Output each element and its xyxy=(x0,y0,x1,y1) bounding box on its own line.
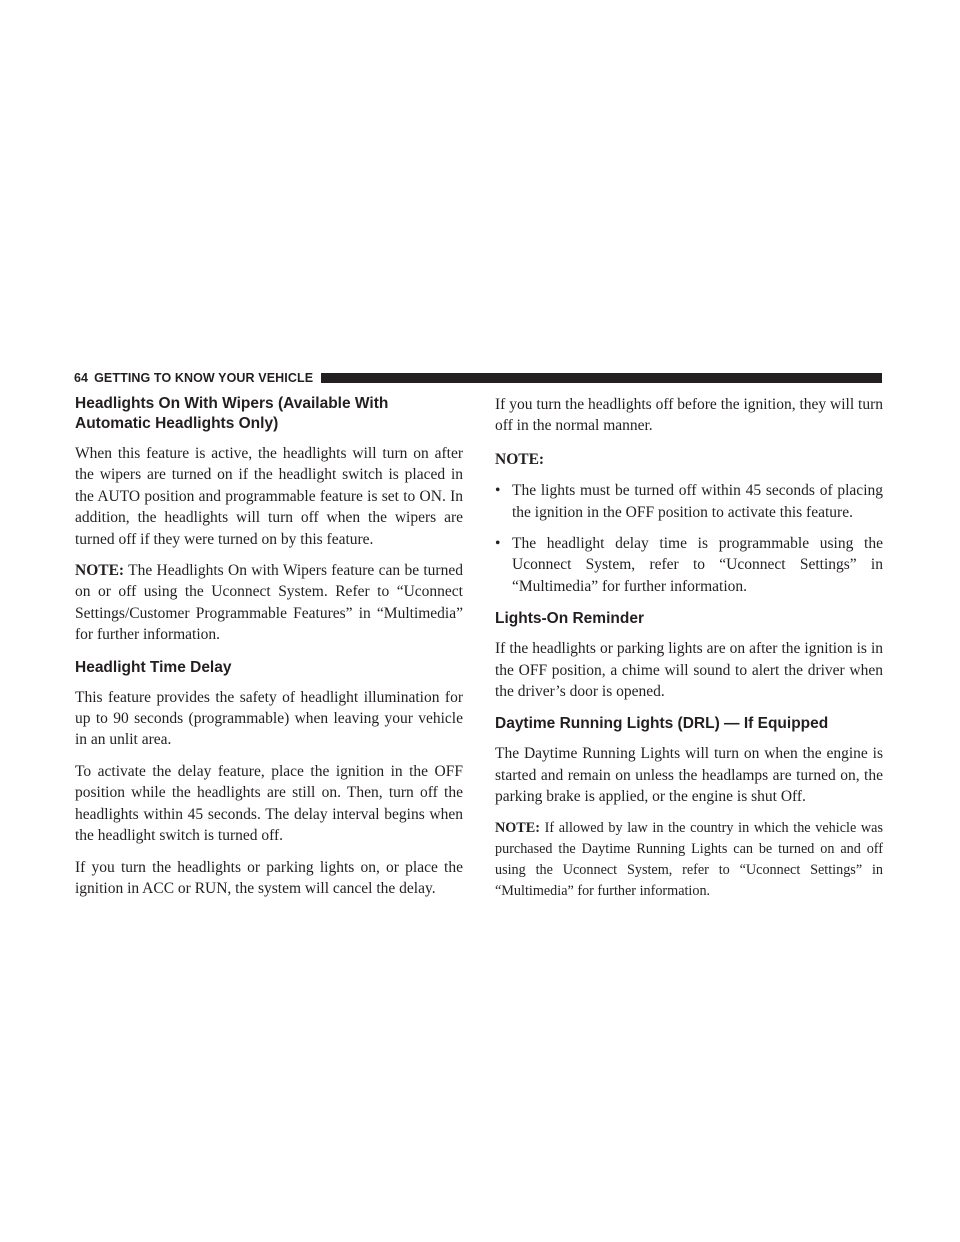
paragraph-activate-delay: To activate the delay feature, place the ignition in the OFF position while the headlights are still on. Then, turn off the headlights within 45 seconds. The delay interval begins when the headlight switch is turned off. xyxy=(75,762,463,845)
note-bullet-list xyxy=(495,480,883,597)
bullet-text: The lights must be turned off within 45 seconds of placing the ignition in the OFF position to activate this feature. xyxy=(512,482,883,521)
bullet-icon: • xyxy=(495,482,501,500)
note-text: If allowed by law in the country in which the vehicle was purchased the Daytime Running Lights can be turned on and off using the Uconnect System, refer to “Uconnect Settings” in “Multimedia” for further information. xyxy=(495,819,883,899)
left-column xyxy=(75,394,463,899)
paragraph-wipers-feature: When this feature is active, the headlights will turn on after the wipers are turned on if the headlight switch is placed in the AUTO position and programmable feature is set to ON. In addition, the headlights will turn off when the wipers are turned off if they were turned on by this feature. xyxy=(75,445,463,548)
bullet-item xyxy=(495,533,883,597)
paragraph-turn-off-before-ignition: If you turn the headlights off before the ignition, they will turn off in the normal manner. xyxy=(495,396,883,435)
heading-headlights-on-with-wipers: Headlights On With Wipers (Available With Automatic Headlights Only) xyxy=(75,395,389,432)
bullet-text: The headlight delay time is programmable using the Uconnect System, refer to “Uconnect Settings” in “Multimedia” for further information. xyxy=(512,535,883,595)
paragraph-drl: The Daytime Running Lights will turn on when the engine is started and remain on unless the headlamps are turned on, the parking brake is applied, or the engine is shut Off. xyxy=(495,745,883,806)
heading-headlight-time-delay: Headlight Time Delay xyxy=(75,658,232,676)
note-label-standalone: NOTE: xyxy=(495,450,545,468)
paragraph-time-delay-intro: This feature provides the safety of headlight illumination for up to 90 seconds (programmable) when leaving your vehicle in an unlit area. xyxy=(75,688,463,749)
note-drl xyxy=(495,818,883,902)
page-header xyxy=(74,371,882,385)
paragraph-lights-on-reminder: If the headlights or parking lights are on after the ignition is in the OFF position, a chime will sound to alert the driver when the driver’s door is opened. xyxy=(495,640,883,701)
heading-lights-on-reminder: Lights-On Reminder xyxy=(495,610,644,628)
heading-daytime-running-lights: Daytime Running Lights (DRL) — If Equipped xyxy=(495,715,829,733)
paragraph-cancel-delay: If you turn the headlights or parking lights on, or place the ignition in ACC or RUN, the system will cancel the delay. xyxy=(75,858,463,897)
note-label: NOTE: xyxy=(495,819,540,836)
bullet-item xyxy=(495,480,883,523)
bullet-icon: • xyxy=(495,535,501,553)
right-column xyxy=(495,394,883,902)
note-uconnect-wipers xyxy=(75,560,463,646)
page-header-text xyxy=(74,371,313,385)
note-label: NOTE: xyxy=(75,562,125,580)
header-rule xyxy=(321,373,882,383)
note-text: The Headlights On with Wipers feature can be turned on or off using the Uconnect System. Refer to “Uconnect Settings/Customer Programmable Features” in “Multimedia” for further information. xyxy=(75,562,463,644)
page-number: 64 xyxy=(74,371,89,385)
section-title: GETTING TO KNOW YOUR VEHICLE xyxy=(94,371,314,385)
